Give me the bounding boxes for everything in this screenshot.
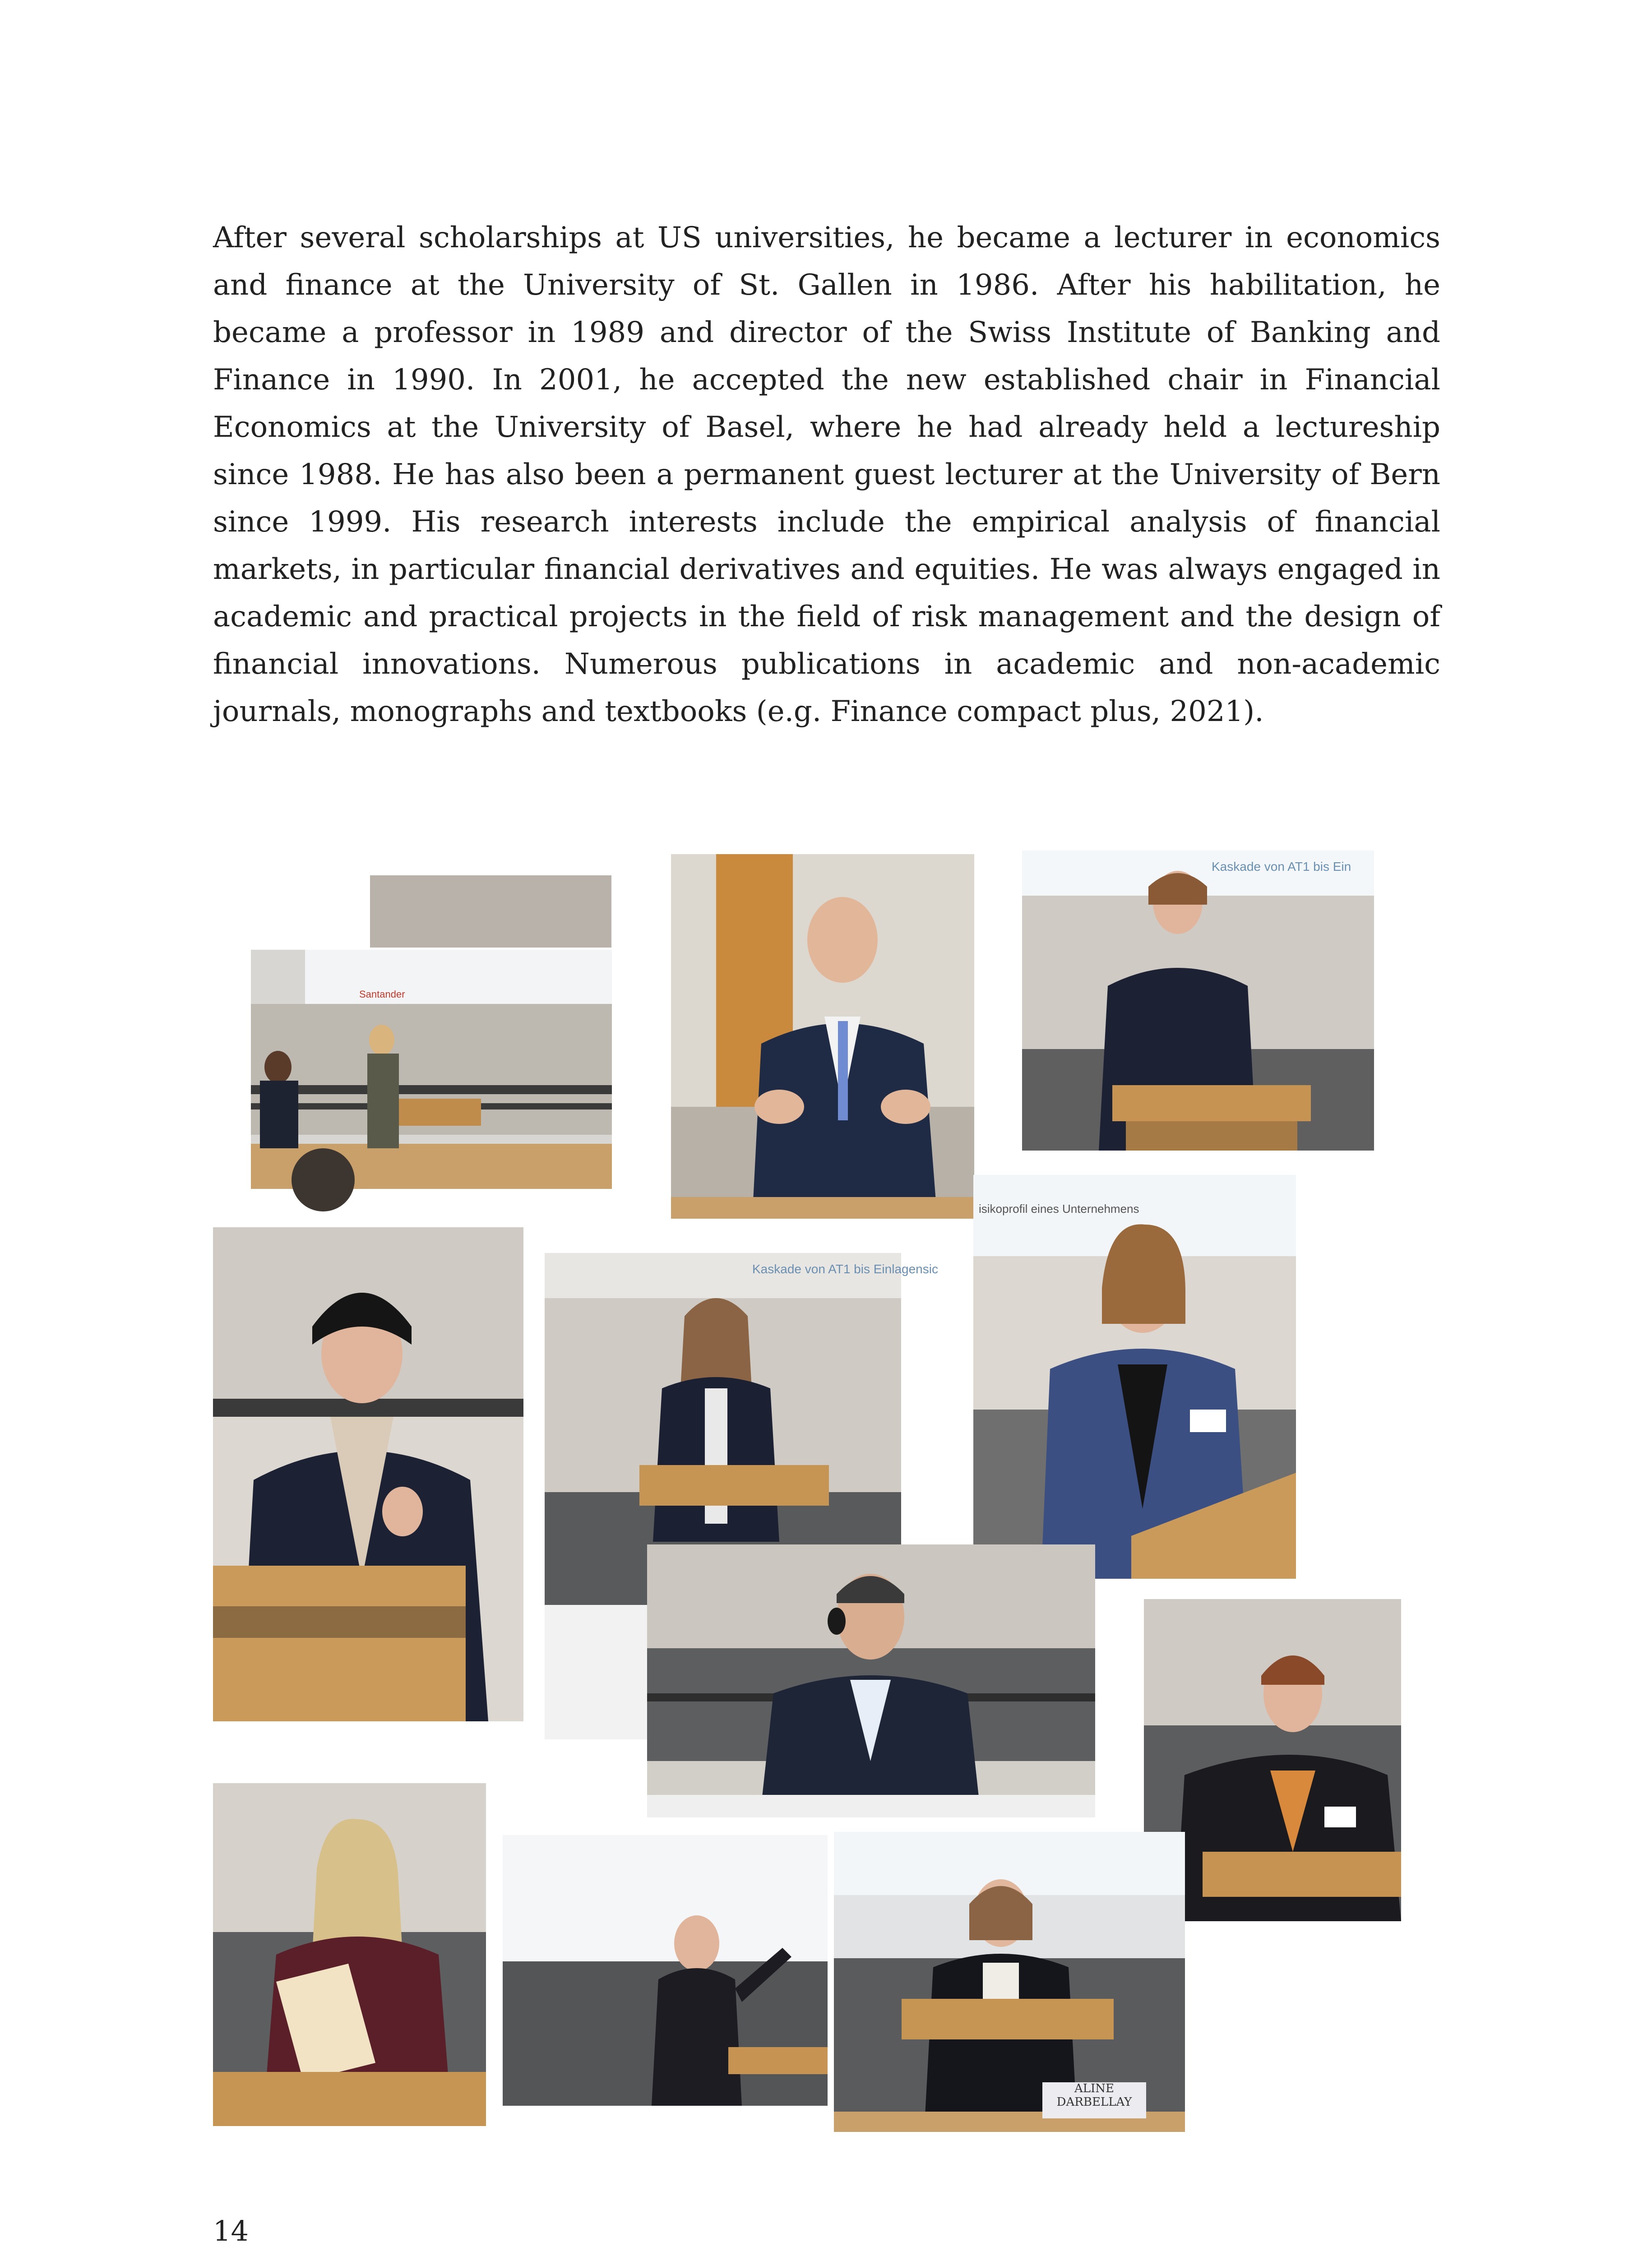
photo-woman-dark-jacket bbox=[1022, 851, 1374, 1151]
photo-woman-glasses bbox=[834, 1832, 1185, 2132]
photo-panel-women-podium bbox=[251, 950, 612, 1189]
slide-title-text: Kaskade von AT1 bis Ein bbox=[1212, 860, 1351, 874]
page-number: 14 bbox=[213, 2214, 249, 2247]
photo-panel-speakers bbox=[370, 875, 611, 948]
slide-brand-text: Santander bbox=[359, 989, 405, 1000]
slide-title-text-3: isikoprofil eines Unternehmens bbox=[979, 1202, 1139, 1216]
photo-man-pointing bbox=[503, 1835, 828, 2106]
nameplate bbox=[1042, 2082, 1146, 2118]
photo-woman-blue-blazer bbox=[973, 1175, 1296, 1579]
photo-man-navy-suit bbox=[671, 854, 974, 1219]
slide-title-text-2: Kaskade von AT1 bis Einlagensic bbox=[752, 1262, 938, 1276]
photo-blonde-woman bbox=[213, 1783, 486, 2126]
nameplate-first-name: ALINE bbox=[1074, 2082, 1115, 2095]
photo-woman-pearls bbox=[213, 1227, 523, 1721]
body-paragraph: After several scholarships at US universities, he became a lecturer in economics and finance at the University of St. Gallen in 1986. After his habilitation, he became a professor in 1989 and director of the Swiss Institute of Banking and Finance in 1990. In 2001, he accepted the new established chair in Financial Economics at the University of Basel, where he had already held a lectureship since 1988. He has also been a permanent guest lecturer at the University of Bern since 1999. His research interests include the empirical analysis of financial markets, in particular financial derivatives and equities. He was always engaged in academic and practical projects in the field of risk management and the design of financial innovations. Numerous publications in academic and non-academic journals, monographs and textbooks (e.g. Finance compact plus, 2021). bbox=[213, 221, 1440, 728]
nameplate-last-name: DARBELLAY bbox=[1056, 2095, 1132, 2109]
photo-man-headphones bbox=[647, 1544, 1095, 1817]
